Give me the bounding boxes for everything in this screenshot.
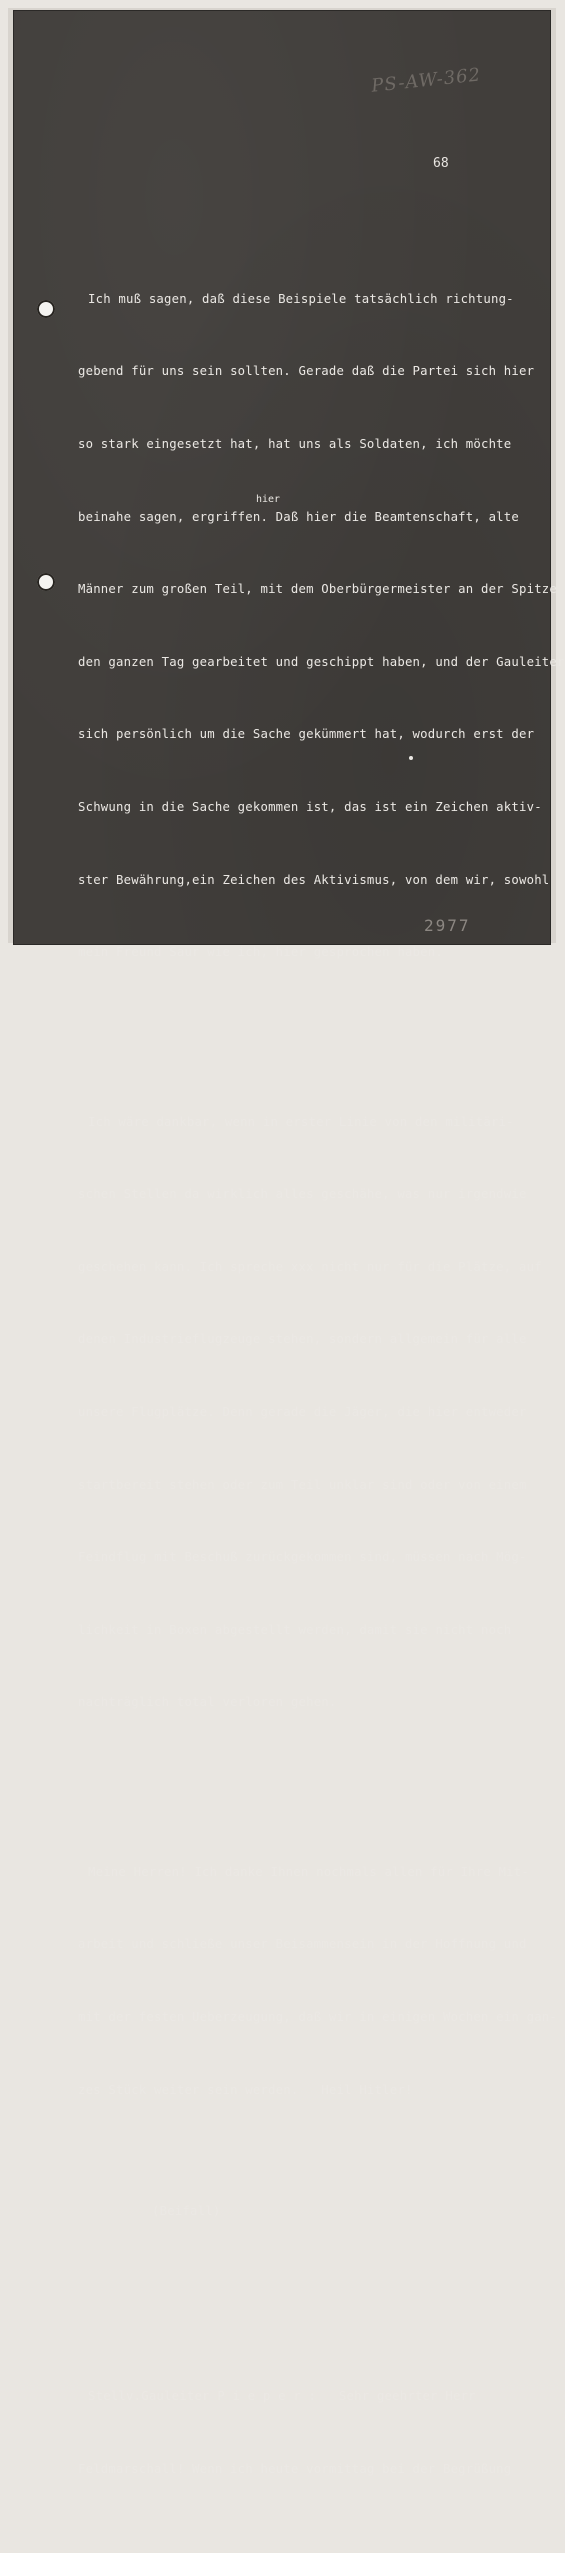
text-line: geschehen kann. Ich spreche xxx nicht nur für die Plätze, auf [78,1259,542,1274]
archive-page-stamp: 2977 [424,916,471,935]
text-line: unsere Flugplätze. Denn gerade die Jäger, die hier entweder [78,1404,527,1419]
text-line: schen Stellen da wirklich alles geschähe, was nur irgendwie [78,1187,527,1202]
text-line: gebend für uns sein sollten. Gerade daß die Partei sich hier [78,364,535,379]
text-line: Ich muß sagen, daß diese Beispiele tatsächlich richtung- [88,291,514,306]
page-number: 68 [433,156,449,171]
text-line: lichkeit in Boxen abgestellt werden, damit sie nicht noch [78,1622,512,1637]
text-line: Ich wäre dankbar, wenn in erster Linie von den militäri- [88,1114,514,1129]
text-line: Meine Herren! Ich danke Ihnen nochmals allen für Ihre Mit- [88,1864,529,1879]
text-line: den ganzen Tag gearbeitet und geschippt haben, und der Gauleiter [78,654,565,669]
paragraph-2 [78,1061,542,1763]
speaker-line: Stellv.Gauleiter P i e p e r : Sehr geehrter Herr [88,2388,476,2403]
paragraph-1 [78,238,565,1012]
spacer [78,2271,528,2287]
text-line: so stark eingesetzt hat, hat uns als Soldaten, ich möchte [78,437,512,451]
punch-hole-bottom [37,573,55,591]
applause-note: (Beifall) [152,2203,221,2218]
interlinear-insertion: hier [256,494,281,505]
archive-reference-handwritten: PS-AW-362 [370,64,482,97]
text-line: nachträglich total verloren gehen. [78,1695,337,1710]
text-line: Feindflug mit Beschuß zurückgekommen sind, müssen nach Mög- [78,1550,527,1565]
text-line: startbereit stehen oder zum Teil unklar sind oder von einem [78,1477,527,1492]
text-line: beinahe sagen, ergriffen. Daß hier die Beamtenschaft, alte [78,509,519,524]
text-line: mit der festen Ueberzeugung, daß wir in einigen Wochen ein gan- [78,2009,558,2024]
paragraph-3 [78,1811,558,2150]
text-line: ster Bewährung,ein Zeichen des Aktivismus, von dem wir, sowohl [78,872,550,887]
text-line: mein Freund Saur wie ich, hier gesprochen haben. [78,945,443,960]
speaker-block [78,2336,528,2530]
punch-hole-top [37,300,55,318]
text-line: zes Stück weiter sein werden. Heil Hitler! [78,2082,413,2097]
document-body [78,190,565,2553]
text-line: sich persönlich um die Sache gekümmert hat, wodurch erst der [78,727,535,742]
text-line: arbeit und schließe unser Beisammensein in der Hoffnung und [78,1937,527,1952]
text-line: denen Industrieflugzeuge stehen, sondern allgemein für alle [78,1332,527,1347]
text-line: Männer zum großen Teil, mit dem Oberbürgermeister an der Spitze [78,582,558,597]
text-line: Schwung in die Sache gekommen ist, das ist ein Zeichen aktiv- [78,799,542,814]
speaker-line: Feldmarschall! Wenn ich heute vormittag bei der Begrüßung [78,2461,512,2476]
